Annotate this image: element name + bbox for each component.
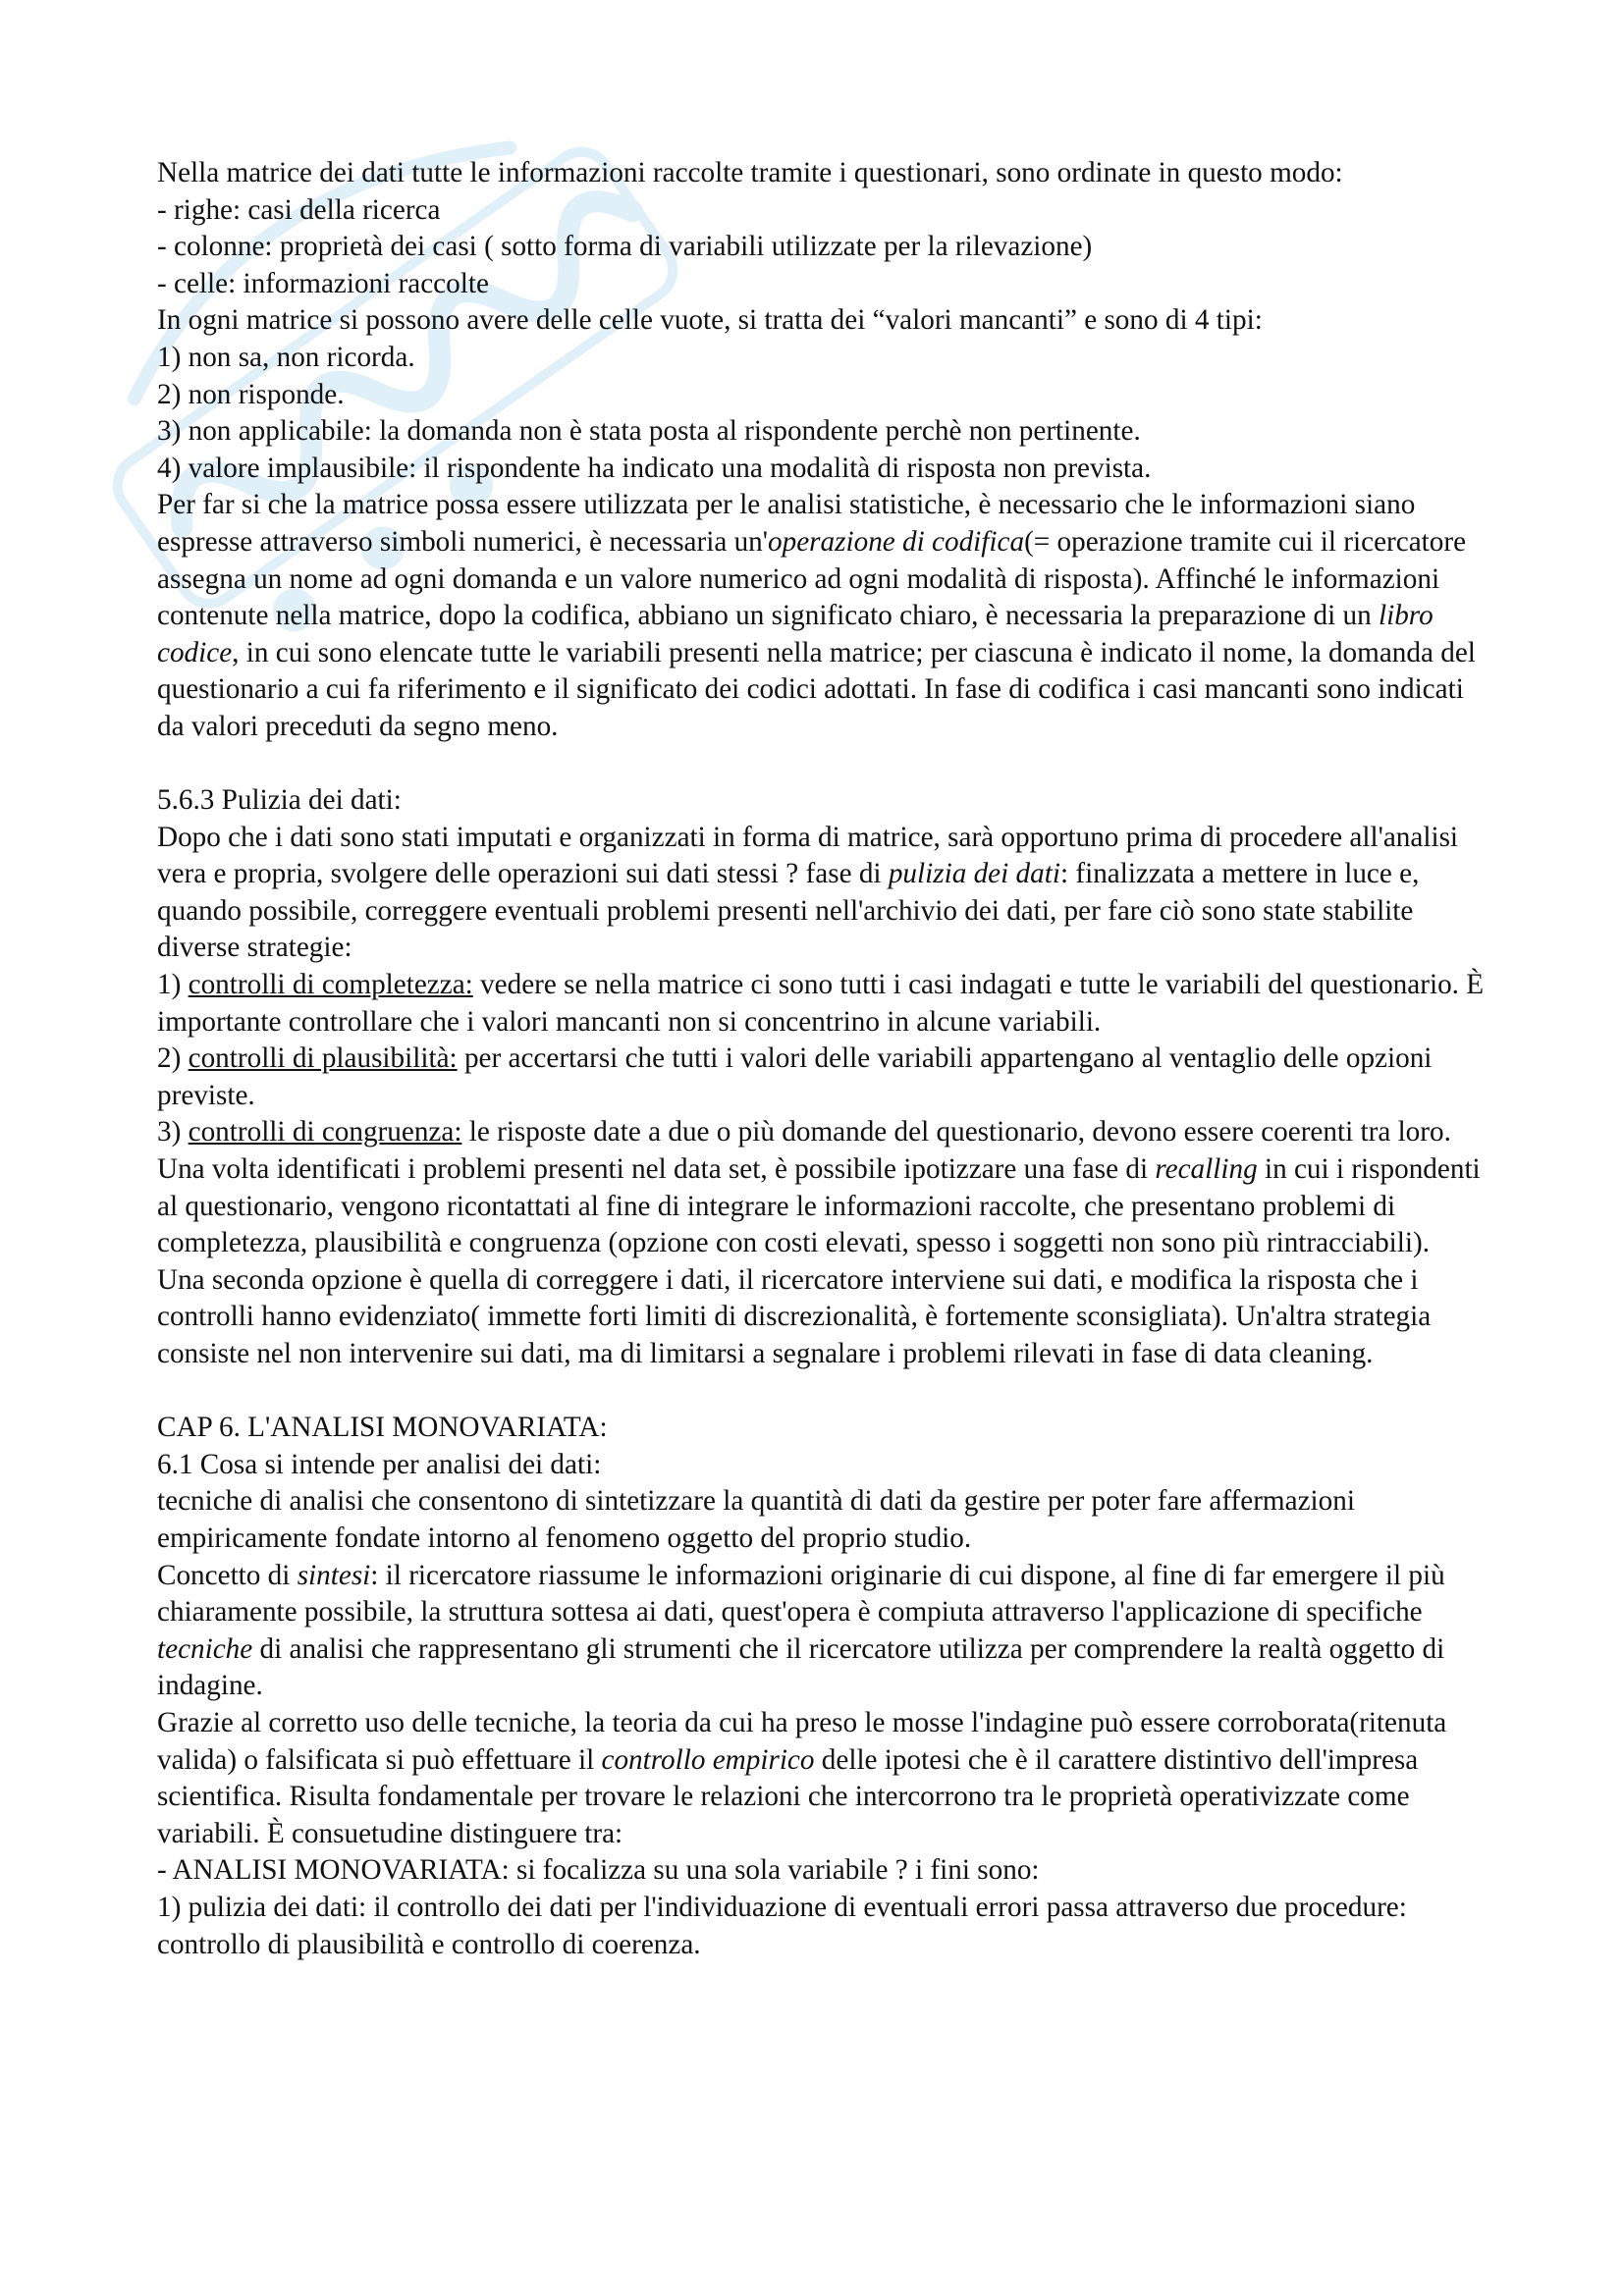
text-run: 4) valore implausibile: il rispondente ha indicato una modalità di risposta non prevista.	[157, 452, 1152, 484]
italic-term: libro codice	[157, 600, 1434, 668]
text-run: - righe: casi della ricerca	[157, 193, 441, 226]
paragraph	[157, 487, 1492, 745]
text-run: - colonne: proprietà dei casi ( sotto forma di variabili utilizzate per la rilevazione)	[157, 231, 1093, 263]
italic-term: pulizia dei dati	[888, 858, 1060, 890]
text-run: per accertarsi che tutti i valori delle variabili appartengano al ventaglio delle opzioni previste.	[157, 1042, 1433, 1111]
text-run: Grazie al corretto uso delle tecniche, la teoria da cui ha preso le mosse l'indagine può essere corroborata(ritenuta valida) o falsificata si può effettuare il	[157, 1706, 1447, 1776]
text-run: : finalizzata a mettere in luce e, quando possibile, correggere eventuali problemi presenti nell'archivio dei dati, per fare ciò sono state stabilite diverse strategie:	[157, 858, 1420, 964]
text-run: vedere se nella matrice ci sono tutti i casi indagati e tutte le variabili del questionario. È importante controllare che i valori mancanti non si concentrino in alcune variabili.	[157, 969, 1485, 1038]
text-run: Concetto di	[157, 1559, 298, 1591]
paragraph	[157, 1705, 1492, 1852]
paragraph	[157, 1410, 1492, 1447]
paragraph	[157, 1041, 1492, 1114]
paragraph	[157, 1114, 1492, 1151]
text-run: Dopo che i dati sono stati imputati e organizzati in forma di matrice, sarà opportuno prima di procedere all'analisi vera e propria, svolgere delle operazioni sui dati stessi ? fase di	[157, 821, 1459, 890]
text-run: in cui i rispondenti al questionario, vengono ricontattati al fine di integrare le informazioni raccolte, che presentano problemi di completezza, plausibilità e congruenza (opzione con costi elevati, spesso i soggetti non sono più rintracciabili).	[157, 1153, 1481, 1259]
text-run: Una seconda opzione è quella di correggere i dati, il ricercatore interviene sui dati, e modifica la risposta che i controlli hanno evidenziato( immette forti limiti di discrezionalità, è fortemente sconsigliata). Un'altra strategia consiste nel non intervenire sui dati, ma di limitarsi a segnalare i problemi rilevati in fase di data cleaning.	[157, 1263, 1432, 1369]
text-run: : il ricercatore riassume le informazioni originarie di cui dispone, al fine di far emergere il più chiaramente possibile, la struttura sottesa ai dati, quest'opera è compiuta attraverso l'applicazione di specifiche	[157, 1559, 1445, 1629]
paragraph	[157, 1558, 1492, 1705]
text-run: 1) pulizia dei dati: il controllo dei dati per l'individuazione di eventuali errori passa attraverso due procedure: controllo di plausibilità e controllo di coerenza.	[157, 1891, 1407, 1960]
paragraph	[157, 782, 1492, 820]
text-run: 2)	[157, 1042, 189, 1075]
paragraph	[157, 266, 1492, 303]
paragraph	[157, 192, 1492, 230]
text-run: le risposte date a due o più domande del questionario, devono essere coerenti tra loro.	[461, 1116, 1451, 1148]
paragraph	[157, 820, 1492, 967]
text-run: - celle: informazioni raccolte	[157, 267, 489, 299]
text-run: 1) non sa, non ricorda.	[157, 341, 415, 373]
document-body	[157, 155, 1492, 1963]
text-run: 5.6.3 Pulizia dei dati:	[157, 784, 402, 817]
paragraph	[157, 1262, 1492, 1373]
paragraph	[157, 229, 1492, 266]
paragraph	[157, 377, 1492, 414]
text-run: Una volta identificati i problemi presenti nel data set, è possibile ipotizzare una fase di	[157, 1153, 1156, 1186]
underlined-term: controlli di plausibilità:	[188, 1042, 458, 1075]
italic-term: tecniche	[157, 1632, 253, 1665]
text-run: 6.1 Cosa si intende per analisi dei dati:	[157, 1448, 602, 1480]
text-run: 3) non applicabile: la domanda non è stata posta al rispondente perchè non pertinente.	[157, 415, 1141, 448]
underlined-term: controlli di completezza:	[188, 969, 473, 1001]
italic-term: sintesi	[297, 1559, 371, 1591]
paragraph	[157, 1151, 1492, 1262]
text-run: 1)	[157, 969, 189, 1001]
paragraph	[157, 302, 1492, 340]
italic-term: recalling	[1155, 1153, 1258, 1186]
paragraph	[157, 1483, 1492, 1557]
paragraph	[157, 340, 1492, 377]
text-run: , in cui sono elencate tutte le variabili presenti nella matrice; per ciascuna è indicato il nome, la domanda del questionario a cui fa riferimento e il significato dei codici adottati. In fase di codifica i casi mancanti sono indicati da valori preceduti da segno meno.	[157, 636, 1476, 742]
text-run: di analisi che rappresentano gli strumenti che il ricercatore utilizza per comprendere la realtà oggetto di indagine.	[157, 1632, 1445, 1702]
paragraph	[157, 1890, 1492, 1963]
text-run: tecniche di analisi che consentono di sintetizzare la quantità di dati da gestire per poter fare affermazioni empiricamente fondate intorno al fenomeno oggetto del proprio studio.	[157, 1485, 1355, 1554]
paragraph	[157, 451, 1492, 488]
text-run: CAP 6. L'ANALISI MONOVARIATA:	[157, 1412, 608, 1444]
italic-term: controllo empirico	[601, 1743, 815, 1776]
paragraph-gap	[157, 746, 1492, 783]
text-run: 2) non risponde.	[157, 378, 345, 410]
paragraph	[157, 413, 1492, 451]
text-run: - ANALISI MONOVARIATA: si focalizza su una sola variabile ? i fini sono:	[157, 1854, 1040, 1887]
italic-term: operazione di codifica	[768, 525, 1025, 558]
paragraph	[157, 1852, 1492, 1890]
underlined-term: controlli di congruenza:	[188, 1116, 462, 1148]
paragraph	[157, 1447, 1492, 1484]
text-run: In ogni matrice si possono avere delle celle vuote, si tratta dei “valori mancanti” e sono di 4 tipi:	[157, 304, 1263, 337]
paragraph-gap	[157, 1373, 1492, 1411]
text-run: Nella matrice dei dati tutte le informazioni raccolte tramite i questionari, sono ordinate in questo modo:	[157, 157, 1343, 188]
text-run: (= operazione tramite cui il ricercatore assegna un nome ad ogni domanda e un valore numerico ad ogni modalità di risposta). Affinché le informazioni contenute nella matrice, dopo la codifica, abbiano un significato chiaro, è necessaria la preparazione di un	[157, 525, 1467, 632]
paragraph	[157, 967, 1492, 1041]
paragraph	[157, 155, 1492, 192]
text-run: Per far si che la matrice possa essere utilizzata per le analisi statistiche, è necessario che le informazioni siano espresse attraverso simboli numerici, è necessaria un'	[157, 489, 1416, 558]
text-run: delle ipotesi che è il carattere distintivo dell'impresa scientifica. Risulta fondamentale per trovare le relazioni che intercorrono tra le proprietà operativizzate come variabili. È consuetudine distinguere tra:	[157, 1743, 1419, 1849]
text-run: 3)	[157, 1116, 189, 1148]
